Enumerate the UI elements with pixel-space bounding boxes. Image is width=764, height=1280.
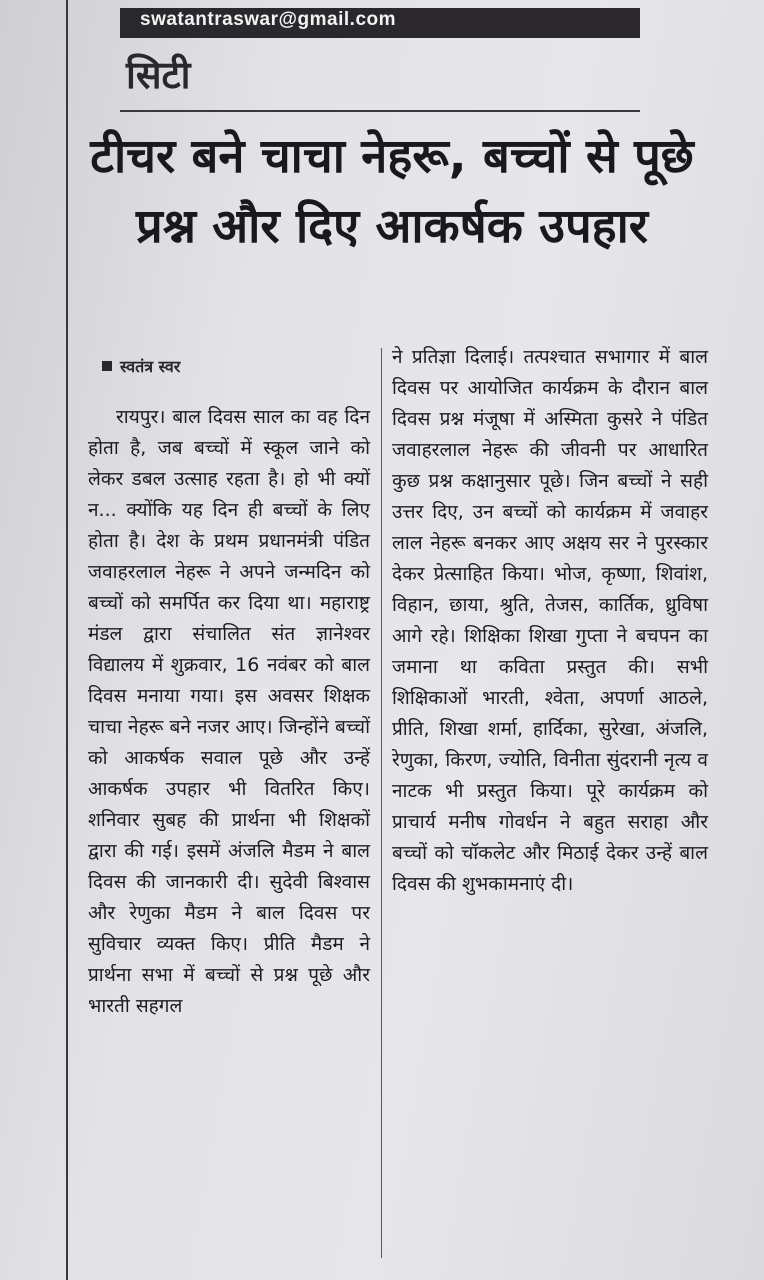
article-byline (102, 355, 180, 377)
section-title: सिटी (126, 53, 191, 97)
column-right-text: ने प्रतिज्ञा दिलाई। तत्पश्चात सभागार में बाल दिवस पर आयोजित कार्यक्रम के दौरान बाल दिवस प्रश्न मंजूषा में अस्मिता कुसरे ने पंडित जवाहरलाल नेहरू की जीवनी पर आधारित कुछ प्रश्न कक्षानुसार पूछे। जिन बच्चों ने सही उत्तर दिए, उन बच्चों को कार्यक्रम में जवाहर लाल नेहरू बनकर आए अक्षय सर ने पुरस्कार देकर प्रेत्साहित किया। भोज, कृष्णा, शिवांश, विहान, छाया, श्रुति, तेजस, कार्तिक, ध्रुविषा आगे रहे। शिक्षिका शिखा गुप्ता ने बचपन का जमाना था कविता प्रस्तुत की। सभी शिक्षिकाओं भारती, श्वेता, अपर्णा आठले, प्रीति, शिखा शर्मा, हार्दिका, सुरेखा, अंजलि, रेणुका, किरण, ज्योति, विनीता सुंदरानी नृत्य व नाटक भी प्रस्तुत किया। पूरे कार्यक्रम को प्राचार्य मनीष गोवर्धन ने बहुत सराहा और बच्चों को चॉकलेट और मिठाई देकर उन्हें बाल दिवस की शुभकामनाएं दी। (392, 346, 708, 895)
contact-email: swatantraswar@gmail.com (140, 9, 397, 30)
column-divider (381, 348, 382, 1258)
article-column-left (88, 402, 370, 1022)
byline-text: स्वतंत्र स्वर (120, 357, 181, 376)
article-column-right (392, 342, 708, 900)
column-left-text: रायपुर। बाल दिवस साल का वह दिन होता है, जब बच्चों में स्कूल जाने को लेकर डबल उत्साह रहता है। हो भी क्यों न... क्योंकि यह दिन ही बच्चों के लिए होता है। देश के प्रथम प्रधानमंत्री पंडित जवाहरलाल नेहरू ने अपने जन्मदिन को बच्चों को समर्पित कर दिया था। महाराष्ट्र मंडल द्वारा संचालित संत ज्ञानेश्वर विद्यालय में शुक्रवार, 16 नवंबर को बाल दिवस मनाया गया। इस अवसर शिक्षक चाचा नेहरू बने नजर आए। जिन्होंने बच्चों को आकर्षक सवाल पूछे और उन्हें आकर्षक उपहार भी वितरित किए। शनिवार सुबह की प्रार्थना भी शिक्षकों द्वारा की गई। इसमें अंजलि मैडम ने बाल दिवस की जानकारी दी। सुदेवी बिश्वास और रेणुका मैडम ने बाल दिवस पर सुविचार व्यक्त किए। प्रीति मैडम ने प्रार्थना सभा में बच्चों से प्रश्न पूछे और भारती सहगल (88, 406, 370, 1017)
byline-square-icon (102, 361, 112, 371)
left-margin-rule (66, 0, 68, 1280)
article-headline: टीचर बने चाचा नेहरू, बच्चों से पूछे प्रश्न और दिए आकर्षक उपहार (90, 129, 694, 254)
section-divider (120, 110, 640, 112)
